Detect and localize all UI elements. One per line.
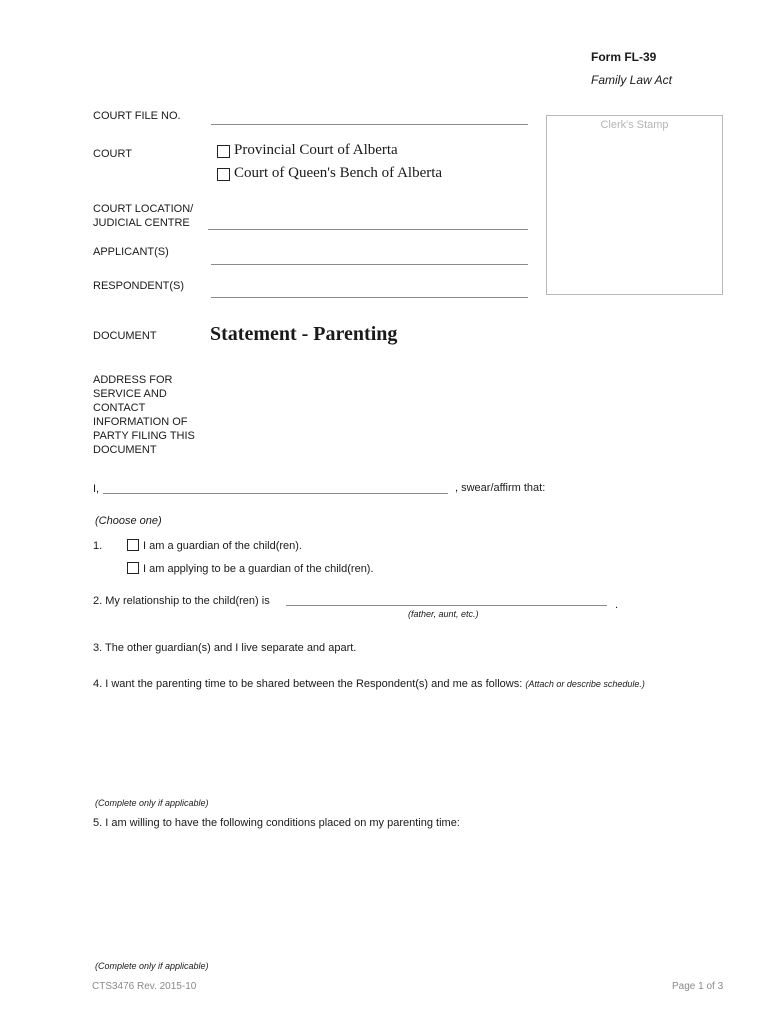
court-location-label xyxy=(93,202,193,230)
item-2-period: . xyxy=(615,599,619,611)
complete-if-applicable-note: (Complete only if applicable) xyxy=(95,961,209,971)
applying-guardian-option-label: I am applying to be a guardian of the child(ren). xyxy=(143,563,374,575)
item-3-text: 3. The other guardian(s) and I live separate and apart. xyxy=(93,642,357,654)
item-4-text xyxy=(93,677,645,691)
relationship-hint: (father, aunt, etc.) xyxy=(408,609,479,619)
complete-if-applicable-note: (Complete only if applicable) xyxy=(95,798,209,808)
provincial-court-checkbox[interactable] xyxy=(217,145,230,158)
conditions-area[interactable] xyxy=(93,834,723,949)
court-location-field[interactable] xyxy=(208,229,528,230)
swear-affirm-text: , swear/affirm that: xyxy=(455,482,546,494)
name-field[interactable] xyxy=(103,493,448,494)
guardian-checkbox[interactable] xyxy=(127,539,139,551)
respondents-label: RESPONDENT(S) xyxy=(93,280,185,292)
queens-bench-checkbox[interactable] xyxy=(217,168,230,181)
address-line: DOCUMENT xyxy=(93,444,157,456)
item-5-text: 5. I am willing to have the following conditions placed on my parenting time: xyxy=(93,817,460,829)
form-code: CTS3476 Rev. 2015-10 xyxy=(92,981,197,992)
court-file-no-label: COURT FILE NO. xyxy=(93,110,181,122)
form-number: Form FL-39 xyxy=(591,50,657,64)
item-4-hint: (Attach or describe schedule.) xyxy=(525,679,645,689)
item-4-statement: 4. I want the parenting time to be shared between the Respondent(s) and me as follows: xyxy=(93,678,523,690)
address-line: CONTACT xyxy=(93,402,146,414)
court-file-no-field[interactable] xyxy=(211,124,528,125)
court-location-line2: JUDICIAL CENTRE xyxy=(93,217,190,229)
court-label: COURT xyxy=(93,148,132,160)
address-for-service-label xyxy=(93,373,195,457)
document-label: DOCUMENT xyxy=(93,330,157,342)
address-line: ADDRESS FOR xyxy=(93,374,173,386)
parenting-schedule-area[interactable] xyxy=(93,695,723,790)
relationship-field[interactable] xyxy=(286,605,607,606)
clerks-stamp-box xyxy=(546,115,723,295)
page-number: Page 1 of 3 xyxy=(672,981,724,992)
respondents-field[interactable] xyxy=(211,297,528,298)
item-2-text: 2. My relationship to the child(ren) is xyxy=(93,595,270,607)
guardian-option-label: I am a guardian of the child(ren). xyxy=(143,540,302,552)
provincial-court-label: Provincial Court of Alberta xyxy=(234,142,398,158)
address-line: PARTY FILING THIS xyxy=(93,430,195,442)
item-1-number: 1. xyxy=(93,540,103,552)
address-line: INFORMATION OF xyxy=(93,416,188,428)
applicants-field[interactable] xyxy=(211,264,528,265)
clerks-stamp-label: Clerk's Stamp xyxy=(600,119,669,131)
i-label: I, xyxy=(93,483,100,495)
act-name: Family Law Act xyxy=(591,73,672,87)
applicants-label: APPLICANT(S) xyxy=(93,246,169,258)
choose-one-note: (Choose one) xyxy=(95,515,162,527)
applying-guardian-checkbox[interactable] xyxy=(127,562,139,574)
address-line: SERVICE AND xyxy=(93,388,167,400)
queens-bench-label: Court of Queen's Bench of Alberta xyxy=(234,165,443,181)
court-location-line1: COURT LOCATION/ xyxy=(93,203,194,215)
document-title: Statement - Parenting xyxy=(210,323,398,345)
